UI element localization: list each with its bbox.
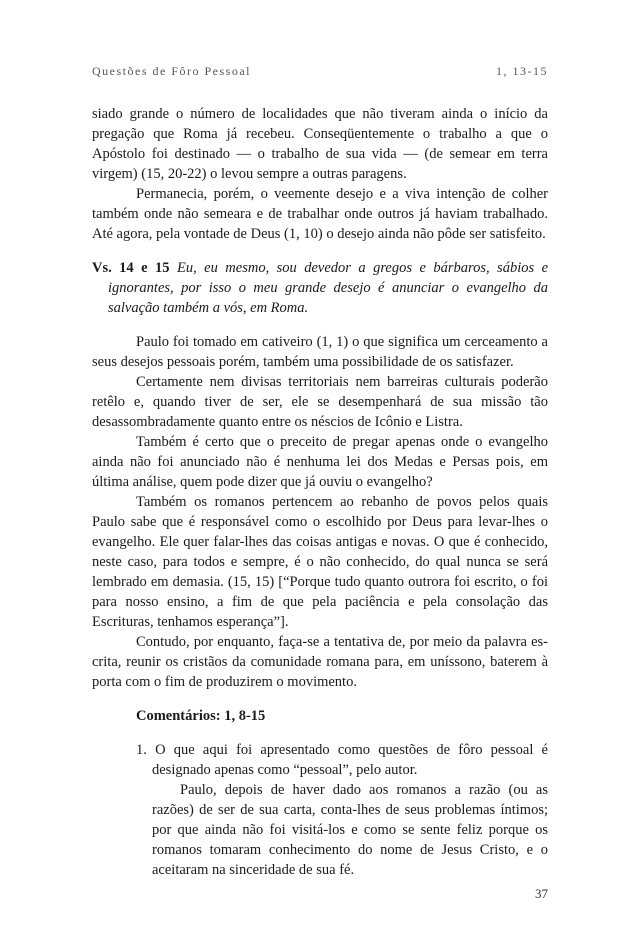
paragraph: Permanecia, porém, o veemente desejo e a viva intenção de colher também onde não semeara e de trabalhar onde outros já haviam trabalhado. Até agora, pela vontade de Deus (1, 10) o desejo ainda não pôde ser satisfeito. (92, 186, 548, 242)
verse-reference: Vs. 14 e 15 (92, 260, 170, 276)
header-title: Questões de Fôro Pessoal (92, 64, 251, 78)
section-heading: Comentários: 1, 8-15 (136, 708, 266, 724)
list-item: 1. O que aqui foi apresentado como questões de fôro pessoal é designado apenas como “pessoal”, pelo autor. (136, 742, 548, 778)
verse-text: Eu, eu mesmo, sou devedor a gregos e bárbaros, sábios e ignorantes, por isso o meu grande desejo é anunciar o evangelho da salvação também a vós, em Roma. (108, 260, 549, 316)
header-reference: 1, 13-15 (496, 64, 548, 78)
paragraph: Contudo, por enquanto, faça-se a tentativa de, por meio da palavra escrita, reunir os cristãos da comunidade romana para, em uníssono, baterem à porta com o fim de produzirem o movimento. (92, 634, 548, 690)
verse-block (92, 258, 548, 318)
paragraph: Também é certo que o preceito de pregar apenas onde o evangelho ainda não foi anunciado não é nenhuma lei dos Medas e Persas pois, em última análise, quem pode dizer que já ouviu o evangelho? (92, 434, 548, 490)
paragraph: Certamente nem divisas territoriais nem barreiras culturais poderão retêlo e, quando tiver de ser, ele se desempenhará de sua missão tão desassombradamente quanto entre os néscios de Icônio e Listra. (92, 374, 548, 430)
paragraph: Paulo foi tomado em cativeiro (1, 1) o que significa um cerceamento a seus desejos pessoais porém, também uma possibilidade de os satisfazer. (92, 334, 548, 370)
running-header (92, 64, 548, 79)
body-text (92, 104, 548, 880)
paragraph: siado grande o número de localidades que não tiveram ainda o início da pregação que Roma já recebeu. Conseqüentemente o trabalho a que o Apóstolo foi destinado — o trabalho de sua vida — (de semear em terra virgem) (15, 20-22) o levou sempre a outras paragens. (92, 106, 548, 182)
page-number: 37 (535, 886, 548, 901)
paragraph: Também os romanos pertencem ao rebanho de povos pelos quais Paulo sabe que é responsável como o escolhido por Deus para levar-lhes o evangelho. Ele quer falar-lhes das coisas antigas e novas. O que é conhecido, neste caso, para todos e sempre, é o não conhecido, do qual nunca se será lembrado em demasia. (15, 15) [“Porque tudo quanto outrora foi escrito, o foi para nosso ensino, a fim de que pela paciência e pela consolação das Escrituras, tenhamos esperança”]. (92, 494, 548, 630)
list-item-continuation: Paulo, depois de haver dado aos romanos a razão (ou as razões) de ser de sua carta, conta-lhes de seus problemas íntimos; por que ainda não foi visitá-los e como se sente feliz porque os romanos tomaram conhecimento do nome de Jesus Cristo, e o aceitaram na sinceridade de sua fé. (152, 782, 548, 878)
